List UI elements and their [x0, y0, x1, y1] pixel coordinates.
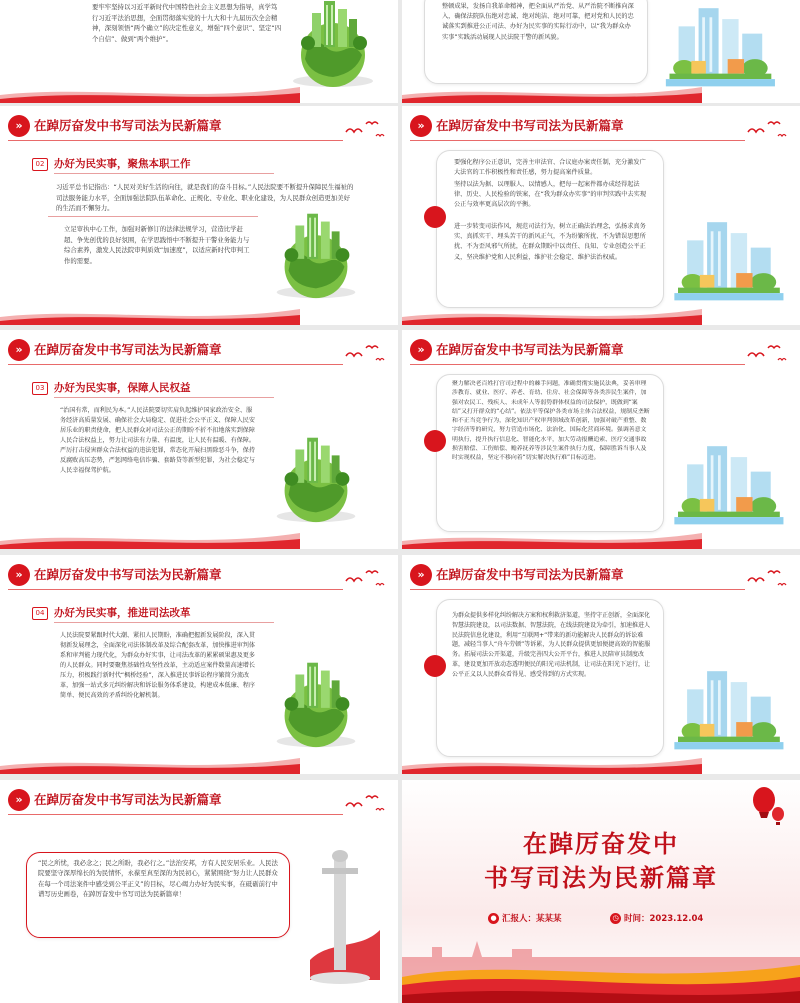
swallow-birds-icon [742, 340, 790, 366]
footer-wave [0, 527, 300, 549]
section-number: 03 [32, 382, 48, 395]
slide-paragraph: “民之所忧，我必念之；民之所盼，我必行之。”法治安邦，方有人民安居乐业。人民法院要坚守深厚绵长的为民情怀，永葆至真至深的为民初心，紧紧围绕“努力让人民群众在每一个司法案件中感受到公平正义”的目标，尽心竭力办好为民实事，在砥砺前行中谱写历史画卷，在踔厉奋发中书写司法为民新篇章！ [38, 859, 278, 899]
section-subtitle: 办好为民实事，推进司法改革 [54, 607, 191, 619]
double-chevron-right-icon: » [8, 789, 30, 811]
slide-header-title: 在踔厉奋发中书写司法为民新篇章 [34, 792, 222, 807]
slide-paragraph: 整顿成果，发扬自我革命精神，把全面从严治党、从严治院不断推向深入，确保法院队伍绝对忠诚、绝对纯洁、绝对可靠，把对党和人民的忠诚落实到推进公正司法、办好为民实事的实际行动中，以“我为群众办实事”实践活动展现人民法院干警的新风貌。 [442, 3, 634, 41]
section-subtitle: 办好为民实事，聚焦本职工作 [54, 158, 191, 170]
footer-wave [402, 527, 702, 549]
decor-dot [424, 655, 446, 677]
double-chevron-right-icon: » [8, 339, 30, 361]
slide-paragraph: 人民法院要紧跟时代大潮、紧扣人民期盼，准确把握新发展阶段，深入贯彻新发展理念，全面深化司法体制改革及综合配套改革，加快推进审判体系和审判能力现代化，为群众办好实事，让司法改革的累累硕果惠及更多的人民群众。同时要聚焦基础性攻坚性改革，主动适应案件数量高速增长压力，积极践行新时代“枫桥经验”，深入推进民事诉讼程序繁简分流改革，加强一站式多元纠纷解决和诉讼服务体系建设，构建成本低廉、程序简单、便民高效的矛盾纠纷化解机制。 [60, 632, 255, 699]
slide-ideology[interactable] [0, 0, 398, 103]
slide-section-04[interactable] [0, 555, 398, 774]
slide-paragraph: “治国有常，而利民为本。”人民法院要切实肩负起维护国家政治安全、服务经济高质量发展、确保社会大局稳定、促进社会公平正义、保障人民安居乐业的职责使命，把人民群众对司法公正的期盼不折不扣地落实到保障人民合法权益上，努力让司法有力量、有温度，让人民有温暖、有保障。严厉打击侵害群众合法权益的违法犯罪，常态化开展扫黑除恶斗争，保持反腐败高压态势，严惩网络电信诈骗、套路贷等新型犯罪，为社会稳定与人民幸福保驾护航。 [60, 407, 255, 474]
decor-dot [424, 206, 446, 228]
slide-smart-court[interactable] [402, 555, 800, 774]
slide-livelihood-cases[interactable] [402, 330, 800, 549]
clock-icon: ◷ [610, 913, 621, 924]
cover-title-line2: 书写司法为民新篇章 [484, 864, 718, 892]
footer-wave [402, 81, 702, 103]
decor-dot [424, 430, 446, 452]
section-subtitle: 办好为民实事，保障人民权益 [54, 382, 191, 394]
city-skyline-icon [664, 653, 792, 753]
user-icon: ● [488, 913, 499, 924]
slide-paragraph: 要牢牢坚持以习近平新时代中国特色社会主义思想为指导，真学笃行习近平法治思想，全面贯彻落实党的十九大和十九届历次全会精神，深刻领悟“两个确立”的决定性意义，增强“四个意识”、坚定“四个自信”、做到“两个维护”。 [92, 3, 282, 43]
swallow-birds-icon [340, 565, 388, 591]
double-chevron-right-icon: » [8, 115, 30, 137]
slide-header [0, 561, 398, 587]
footer-wave [402, 303, 702, 325]
footer-wave [0, 81, 300, 103]
slide-paragraph: 习近平总书记指出：“人民对美好生活的向往，就是我们的奋斗目标。”人民法院要不断提升保障民生福祉的司法服务能力水平，全面加强法院队伍革命化、正规化、专业化、职业化建设，为人民群众创造更加美好的生活而不懈努力。 [56, 183, 354, 212]
cover-skyline-wave [402, 937, 800, 1003]
cover-title-line1: 在踔厉奋发中 [523, 830, 679, 858]
slide-paragraph: 聚力解决老百姓打官司过程中的棘手问题，准确贯彻实施民法典，妥善审理涉教育、就业、医疗、养老、育幼、住房、社会保障等各类涉民生案件，加强对农民工、残疾人、未成年人等弱势群体权益的司法保护，既做到“案结”又打开群众的“心结”。依法平等保护各类市场主体合法权益，规制反垄断和不正当竞争行为，深化知识产权审判领域改革创新，加强对破产重整、数字经济等的研究，努力营造市场化、法治化、国际化营商环境。强调善意文明执行，提升执行信息化、智能化水平，加大劳动报酬追索、医疗交通事故损害赔偿、工伤赔偿、赡养抚养等涉民生案件执行力度，保障胜诉当事人及时实现权益，坚定不移向着“切实解决执行难”目标迈进。 [452, 381, 650, 462]
slide-header-title: 在踔厉奋发中书写司法为民新篇章 [436, 342, 624, 357]
date-label: ◷ 时间：2023.12.04 [610, 912, 703, 924]
section-number: 02 [32, 158, 48, 171]
section-number: 04 [32, 607, 48, 620]
slide-header-title: 在踔厉奋发中书写司法为民新篇章 [34, 567, 222, 582]
double-chevron-right-icon: » [410, 564, 432, 586]
swallow-birds-icon [340, 790, 388, 816]
double-chevron-right-icon: » [410, 339, 432, 361]
footer-wave [0, 303, 300, 325]
slide-paragraph: 进一步转变司法作风，规范司法行为，树立正确法治理念，弘扬求真务实、真抓实干、埋头苦干的新风正气，不为纷繁所扰、不为错误思想所扰、不为歪风邪气所扰，在群众期盼中以责任、良知、专业创造公平正义，坚决维护党和人民利益，维护社会稳定、维护法治权威。 [454, 223, 646, 261]
slide-section-03[interactable] [0, 330, 398, 549]
swallow-birds-icon [340, 340, 388, 366]
slide-paragraph: 立足审执中心工作，加强对新修订的法律法规学习，营造比学赶超、争先创优的良好氛围，在学思践悟中不断提升干警业务能力与综合素养，激发人民法院审判质效“加速度”，以适应新时代审判工作的需要。 [64, 225, 250, 265]
slide-paragraph: 为群众提供多样化纠纷解决方案和权利救济渠道，坚持守正创新，全面深化智慧法院建设，以司法数据、智慧法院，在线法院建设为牵引，加速推进人民法院信息化建设，利用“互联网+”带来的新功能解决人民群众的诉讼难题，减轻当事人“舟车劳顿”等诉累，为人民群众提供更加便捷高效的智能服务。拓展司法公开渠道，升级完善四大公开平台，推进人民陪审员制度改革，建设更加开放动态透明便民的阳光司法机制，让司法在阳光下运行，让公平正义以人民群众看得见、感受得到的方式实现。 [452, 612, 651, 678]
green-city-globe-icon [262, 422, 370, 530]
slide-section-02[interactable] [0, 106, 398, 325]
slide-header-title: 在踔厉奋发中书写司法为民新篇章 [436, 118, 624, 133]
slide-header [0, 336, 398, 362]
slide-header-title: 在踔厉奋发中书写司法为民新篇章 [34, 342, 222, 357]
slide-header [402, 112, 800, 138]
slide-judicial-fairness[interactable] [402, 106, 800, 325]
reporter-label: ● 汇报人：某某某 [488, 912, 562, 924]
slide-conclusion[interactable] [0, 780, 398, 1003]
swallow-birds-icon [742, 116, 790, 142]
slide-header [0, 786, 398, 812]
slide-header [402, 336, 800, 362]
slide-header-title: 在踔厉奋发中书写司法为民新篇章 [436, 567, 624, 582]
double-chevron-right-icon: » [410, 115, 432, 137]
slide-header [402, 561, 800, 587]
footer-wave [402, 752, 702, 774]
green-city-globe-icon [262, 647, 370, 755]
swallow-birds-icon [340, 116, 388, 142]
slide-paragraph: 坚持以法为据、以理服人、以情感人，把每一起案件都办成经得起法律、历史、人民检验的铁案，在“我为群众办实事”的审判实践中去实现公正与效率更高层次的平衡。 [454, 181, 647, 209]
city-skyline-icon [664, 204, 792, 304]
footer-wave [0, 752, 300, 774]
slide-paragraph: 要强化程序公正意识，完善主审法官、合议庭办案责任制，充分激发广大法官的工作积极性和责任感，努力提高案件质量。 [454, 159, 646, 177]
double-chevron-right-icon: » [8, 564, 30, 586]
huabiao-pillar-icon [300, 840, 380, 990]
cover-slide[interactable] [402, 780, 800, 1003]
slide-header [0, 112, 398, 138]
swallow-birds-icon [742, 565, 790, 591]
city-skyline-icon [652, 0, 787, 90]
slide-team-discipline[interactable] [402, 0, 800, 103]
green-city-globe-icon [262, 198, 370, 306]
slide-header-title: 在踔厉奋发中书写司法为民新篇章 [34, 118, 222, 133]
city-skyline-icon [664, 428, 792, 528]
